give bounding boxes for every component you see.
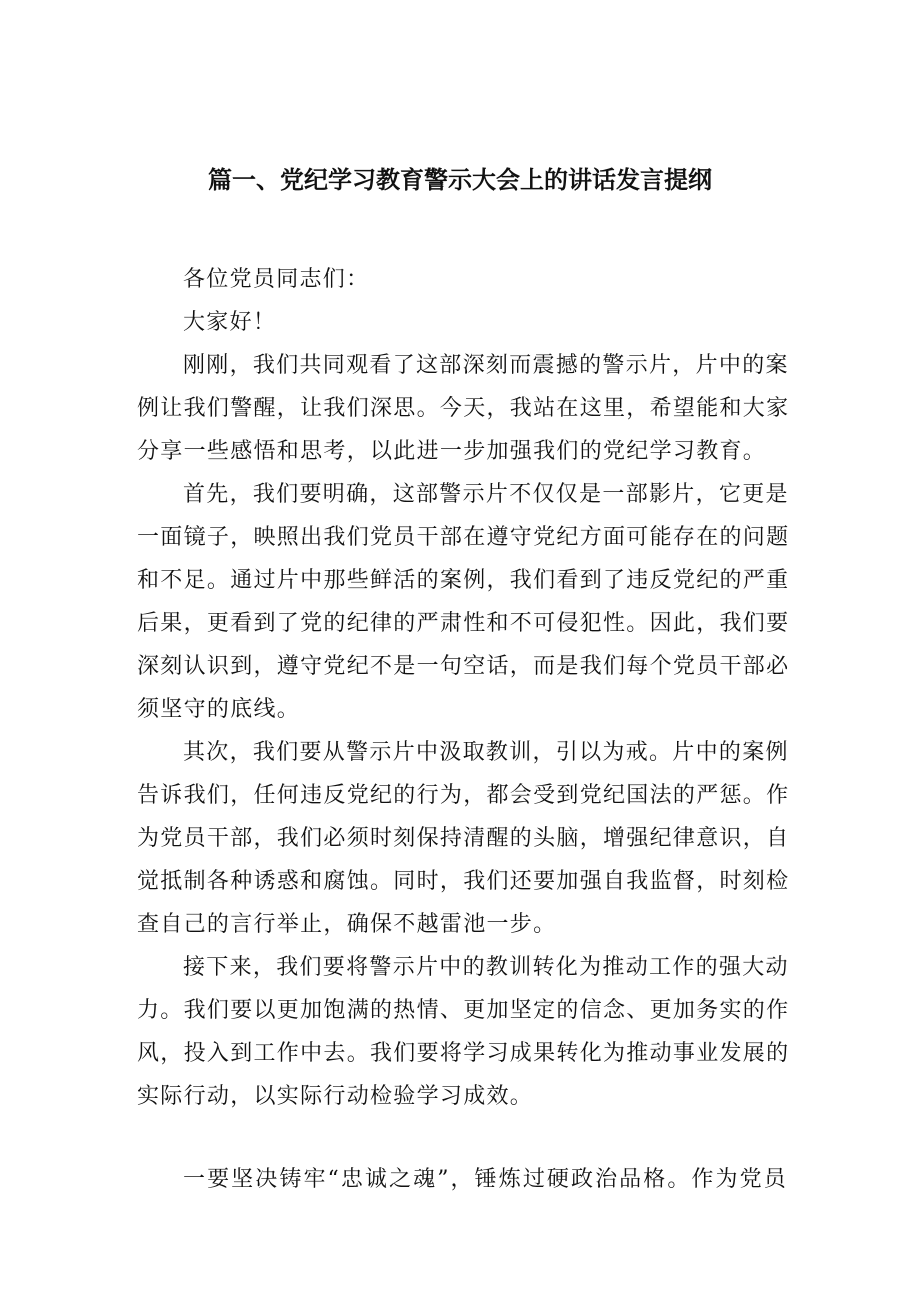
salutation-line: 各位党员同志们： (183, 267, 370, 292)
paragraph-line: 分享一些感悟和思考，以此进一步加强我们的党纪学习教育。 (137, 439, 767, 464)
greeting-line: 大家好！ (183, 310, 277, 335)
paragraph-line: 查自己的言行举止，确保不越雷池一步。 (137, 912, 557, 937)
paragraph-line: 和不足。通过片中那些鲜活的案例，我们看到了违反党纪的严重 (137, 568, 790, 593)
paragraph-line: 觉抵制各种诱惑和腐蚀。同时，我们还要加强自我监督，时刻检 (137, 869, 790, 894)
paragraph-line: 接下来，我们要将警示片中的教训转化为推动工作的强大动 (183, 955, 789, 980)
paragraph-line: 刚刚，我们共同观看了这部深刻而震撼的警示片，片中的案 (183, 353, 789, 378)
paragraph-line: 后果，更看到了党的纪律的严肃性和不可侵犯性。因此，我们要 (137, 611, 790, 636)
paragraph-line: 一要坚决铸牢“忠诚之魂”，锤炼过硬政治品格。作为党员 (183, 1167, 787, 1192)
paragraph-line: 实际行动，以实际行动检验学习成效。 (137, 1084, 534, 1109)
paragraph-line: 一面镜子，映照出我们党员干部在遵守党纪方面可能存在的问题 (137, 525, 790, 550)
paragraph-line: 其次，我们要从警示片中汲取教训，引以为戒。片中的案例 (183, 740, 789, 765)
paragraph-line: 首先，我们要明确，这部警示片不仅仅是一部影片，它更是 (183, 482, 789, 507)
document-body (137, 258, 790, 1201)
paragraph-line: 风，投入到工作中去。我们要将学习成果转化为推动事业发展的 (137, 1041, 790, 1066)
paragraph-line: 深刻认识到，遵守党纪不是一句空话，而是我们每个党员干部必 (137, 654, 790, 679)
document-title: 篇一、党纪学习教育警示大会上的讲话发言提纲 (208, 166, 712, 194)
paragraph-line: 为党员干部，我们必须时刻保持清醒的头脑，增强纪律意识，自 (137, 826, 790, 851)
paragraph-line: 须坚守的底线。 (137, 697, 301, 722)
paragraph-line: 力。我们要以更加饱满的热情、更加坚定的信念、更加务实的作 (137, 998, 790, 1023)
paragraph-gap (137, 1118, 787, 1158)
paragraph-line: 告诉我们，任何违反党纪的行为，都会受到党纪国法的严惩。作 (137, 783, 790, 808)
paragraph-line: 例让我们警醒，让我们深思。今天，我站在这里，希望能和大家 (137, 396, 790, 421)
